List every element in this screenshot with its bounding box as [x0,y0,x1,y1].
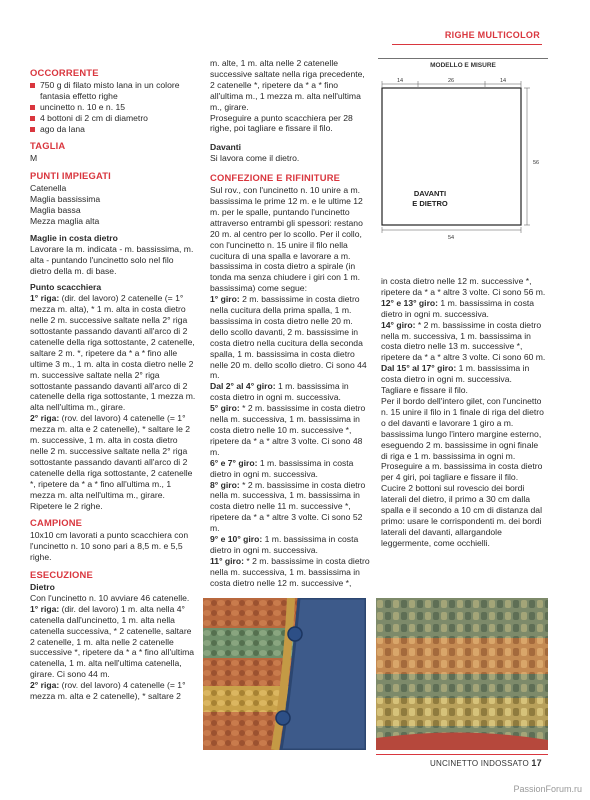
scacchiera-row-2: 2° riga: (rov. del lavoro) 4 catenelle (= 1° mezza m. alta e 2 catenelle), * saltare le 2 m. successive, 1 m. alta in costa dietro nelle 2 m. successive saltate nella 2° riga sottostante passando davanti all'arco di 2 catenelle della riga sottostante, 2 catenelle *, ripetere da * a * fino all'ultima m., 1 mezza m. alta nell'ultima m., girare. [30,413,193,500]
punto-item: Maglia bassa [30,204,81,215]
davanti-title: Davanti [210,142,242,153]
footer-rule [376,754,548,755]
giro-14: 14° giro: * 2 m. bassissime in costa dietro nella m. successiva, 1 m. bassissima in costa dietro nelle 13 m. successive *, ripetere da * a * altre 3 volte. Ci sono 60 m. [381,319,546,363]
punto-item: Catenella [30,183,67,194]
column-2 [210,58,370,589]
taglia-title: TAGLIA [30,140,66,152]
confezione-title: CONFEZIONE E RIFINITURE [210,172,341,184]
taglia-value: M [30,153,38,164]
giro-12-13: 12° e 13° giro: 1 m. bassissima in costa dietro in ogni m. successiva. [381,297,535,319]
campione-title: CAMPIONE [30,517,83,529]
diagram-title: MODELLO E MISURE [430,62,496,69]
esecuzione-title: ESECUZIONE [30,569,93,581]
measure-width: 54 [447,235,455,241]
list-item: ago da lana [30,124,196,135]
cont-text-2: Proseguire a punto scacchiera per 28 righe, poi tagliare e fissare il filo. [210,112,353,134]
measure-right: 14 [499,78,507,84]
button-icon [276,711,290,725]
watermark: PassionForum.ru [513,784,582,794]
dietro-text: Con l'uncinetto n. 10 avviare 46 catenelle. [30,592,190,603]
dietro-row-2: 2° riga: (rov. del lavoro) 4 catenelle (= 1° mezza m. alta e 2 catenelle), * saltare 2 [30,680,186,702]
cont-text: in costa dietro nelle 12 m. successive *, ripetere da * a * altre 3 volte. Ci sono 56 m. [381,276,546,297]
giro-5: 5° giro: * 2 m. bassissime in costa dietro nella m. successiva, 1 m. bassissima in costa dietro nelle 10 m. successive *, ripetere da * a * altre 3 volte. Ci sono 48 m. [210,403,366,457]
davanti-text: Si lavora come il dietro. [210,153,300,164]
maglie-text: Lavorare la m. indicata - m. bassissima, m. alta - puntando l'uncinetto solo nel filo dietro della m. di base. [30,243,194,276]
measure-height: 56 [533,160,540,166]
punto-item: Maglia bassissima [30,194,101,205]
detail-photo-buttons [203,598,366,750]
cont-text: m. alte, 1 m. alta nelle 2 catenelle successive saltate nella riga precedente, 2 catenelle *, ripetere da * a * fino all'ultima m., 1 mezza m. alta nell'ultima m., girare. [210,58,365,112]
bordo-text: Per il bordo dell'intero gilet, con l'uncinetto n. 15 unire il filo in 1 finale di riga del dietro o del davanti e lavorare 1 giro a m. bassissima lungo l'intero margine esterno, eseguendo 2 m. bassissime in ogni finale di riga e 1 m. bassissima in ogni m. Proseguire a m. bassissima in costa dietro per 4 giri, poi tagliare e fissare il filo. [381,395,544,483]
button-icon [288,627,302,641]
detail-photo-stitch [376,598,548,750]
diagram-label-1: DAVANTI [413,189,447,198]
giro-1: 1° giro: 2 m. bassissime in costa dietro nella cucitura della prima spalla, 1 m. bassissima in costa dietro nelle 20 m. dello scollo davanti, 2 m. bassissime in costa dietro nella cucitura della seconda spalla, 1 m. bassissima in costa dietro nelle 20 m. dello scollo dietro. Ci sono 44 m. [210,294,367,381]
list-item: 4 bottoni di 2 cm di diametro [30,113,196,124]
measure-left: 14 [396,78,404,84]
list-item: uncinetto n. 10 e n. 15 [30,102,196,113]
giro-15-17: Dal 15° al 17° giro: 1 m. bassissima in costa dietro in ogni m. successiva. [381,363,530,385]
scacchiera-row-1: 1° riga: (dir. del lavoro) 2 catenelle (= 1° mezza m. alta), * 1 m. alta in costa dietro nelle 2 m. successive saltate nella 2° riga sottostante passando davanti all'arco di 2 catenelle della riga sottostante, 2 catenelle, saltare 2 m. *, ripetere da * a * fino alle ultime 3 m., 1 m. alta in costa dietro nelle 2 m. successive saltate nella 2° riga sottostante passando davanti all'arco di 2 catenelle della riga sottostante, 1 mezza m. alta nell'ultima m., girare. [30,293,196,413]
repeat-text: Ripetere le 2 righe. [30,500,103,511]
footer [430,758,542,768]
dietro-title: Dietro [30,581,55,592]
giro-8: 8° giro: * 2 m. bassissime in costa dietro nella m. successiva, 1 m. bassissima in costa dietro nelle 11 m. successive *, ripetere da * a * altre 3 volte. Ci sono 52 m. [210,479,366,534]
giro-9-10: 9° e 10° giro: 1 m. bassissima in costa dietro in ogni m. successiva. [210,534,359,555]
diagram-label-2: E DIETRO [412,199,448,208]
dietro-row-1: 1° riga: (dir. del lavoro) 1 m. alta nella 4° catenella dall'uncinetto, 1 m. alta nella catenella successiva, * 2 catenelle, saltare 2 catenelle, 1 m. alta nelle 2 catenelle successive *, ripetere da * a * fino all'ultima catenella, 1 m. alta nell'ultima catenella, girare. Ci sono 44 m. [30,603,195,680]
column-3 [381,276,547,549]
pattern-diagram [378,58,548,243]
giro-11: 11° giro: * 2 m. bassissime in costa dietro nella m. successiva, 1 m. bassissima in costa dietro nelle 12 m. successive *, [210,555,370,588]
list-item: 750 g di filato misto lana in un colore fantasia effetto righe [30,80,196,102]
bottoni-text: Cucire 2 bottoni sul rovescio dei bordi laterali del dietro, il primo a 30 cm dalla spalla e il secondo a 10 cm di distanza dal primo: usare le corrispondenti m. dei bordi laterali del davanti, allargandole leggermente, come occhielli. [381,483,542,548]
magazine-name: UNCINETTO INDOSSATO [430,759,529,768]
scacchiera-title: Punto scacchiera [30,282,102,293]
column-1 [30,68,196,702]
measure-middle: 26 [447,78,455,84]
giro-6-7: 6° e 7° giro: 1 m. bassissima in costa dietro in ogni m. successiva. [210,457,354,479]
punti-title: PUNTI IMPIEGATI [30,170,111,182]
page-number: 17 [531,758,542,768]
punto-item: Mezza maglia alta [30,215,100,226]
occorrente-title: OCCORRENTE [30,67,99,78]
garment-outline [382,88,521,225]
giro-2-4: Dal 2° al 4° giro: 1 m. bassissima in costa dietro in ogni m. successiva. [210,381,349,403]
campione-text: 10x10 cm lavorati a punto scacchiera con l'uncinetto n. 10 sono pari a 8,5 m. e 5,5 righe. [30,530,189,563]
maglie-title: Maglie in costa dietro [30,232,118,243]
confezione-text: Sul rov., con l'uncinetto n. 10 unire a m. bassissima le prime 12 m. e le ultime 12 m. per le spalle, puntando l'uncinetto attraverso entrambi gli spessori: restano 20 m. al centro per lo scollo. Per il collo, con l'uncinetto n. 15 unire il filo nella cucitura di una spalla e lavorare a m. bassissima in costa dietro a spirale (in tonda ma senza chiudere i giri con 1 m. bassissima) come segue: [210,185,363,294]
section-tag: RIGHE MULTICOLOR [444,30,540,40]
tagliare-text: Tagliare e fissare il filo. [381,385,468,396]
